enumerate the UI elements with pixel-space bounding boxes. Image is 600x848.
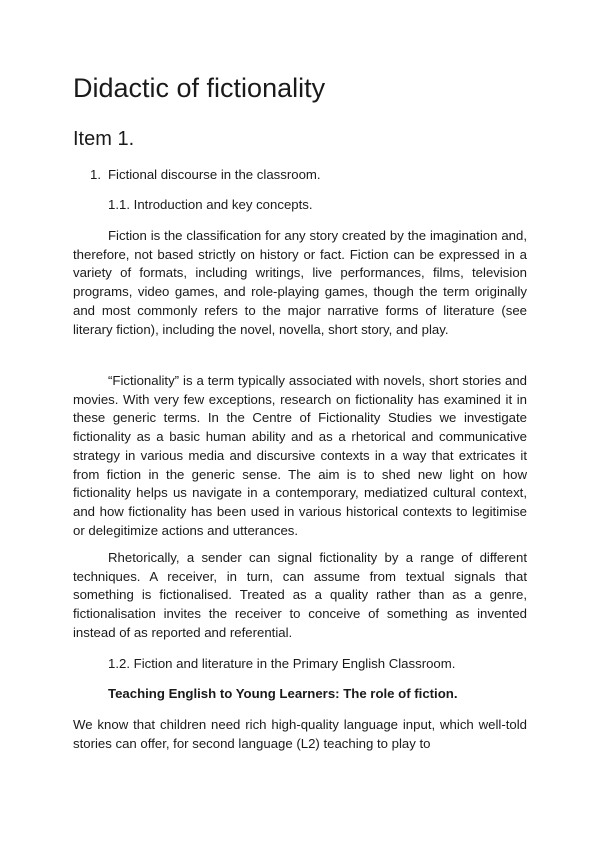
document-title: Didactic of fictionality xyxy=(73,73,326,103)
bold-subheading: Teaching English to Young Learners: The role of fiction. xyxy=(108,686,458,701)
list-item-1 xyxy=(90,166,321,184)
paragraph-fictionality-term: “Fictionality” is a term typically associated with novels, short stories and movies. With very few exceptions, research on fictionality has examined it in these generic terms. In the Centre of Fictionality Studies we investigate fictionality as a basic human ability and as a rhetorical and communicative strategy in various media and discursive contexts in a way that extricates it from fiction in the generic sense. The aim is to shed new light on how fictionality helps us navigate in a contemporary, mediatized cultural context, and how fictionality has been used in various historical contexts to legitimise or delegitimize actions and utterances. xyxy=(73,373,527,538)
item-heading: Item 1. xyxy=(73,128,135,150)
list-item-text: Fictional discourse in the classroom. xyxy=(108,167,321,182)
paragraph-fiction-definition: Fiction is the classification for any story created by the imagination and, therefore, not based strictly on history or fact. Fiction can be expressed in a variety of formats, including writings, live performances, films, television programs, video games, and role-playing games, though the term originally and most commonly refers to the major narrative forms of literature (see literary fiction), including the novel, novella, short story, and play. xyxy=(73,228,527,337)
paragraph-rhetorical-signals: Rhetorically, a sender can signal fictionality by a range of different techniques. A receiver, in turn, can assume from textual signals that something is fictionalised. Treated as a quality rather than as a genre, fictionalisation invites the receiver to conceive of something as invented instead of as reported and referential. xyxy=(73,550,527,640)
list-item-number: 1. xyxy=(90,167,101,182)
paragraph-young-learners: We know that children need rich high-quality language input, which well-told stories can offer, for second language (L2) teaching to play to xyxy=(73,717,527,751)
subsection-heading-1-2: 1.2. Fiction and literature in the Primary English Classroom. xyxy=(108,656,456,671)
subsection-heading-1-1: 1.1. Introduction and key concepts. xyxy=(108,197,313,212)
